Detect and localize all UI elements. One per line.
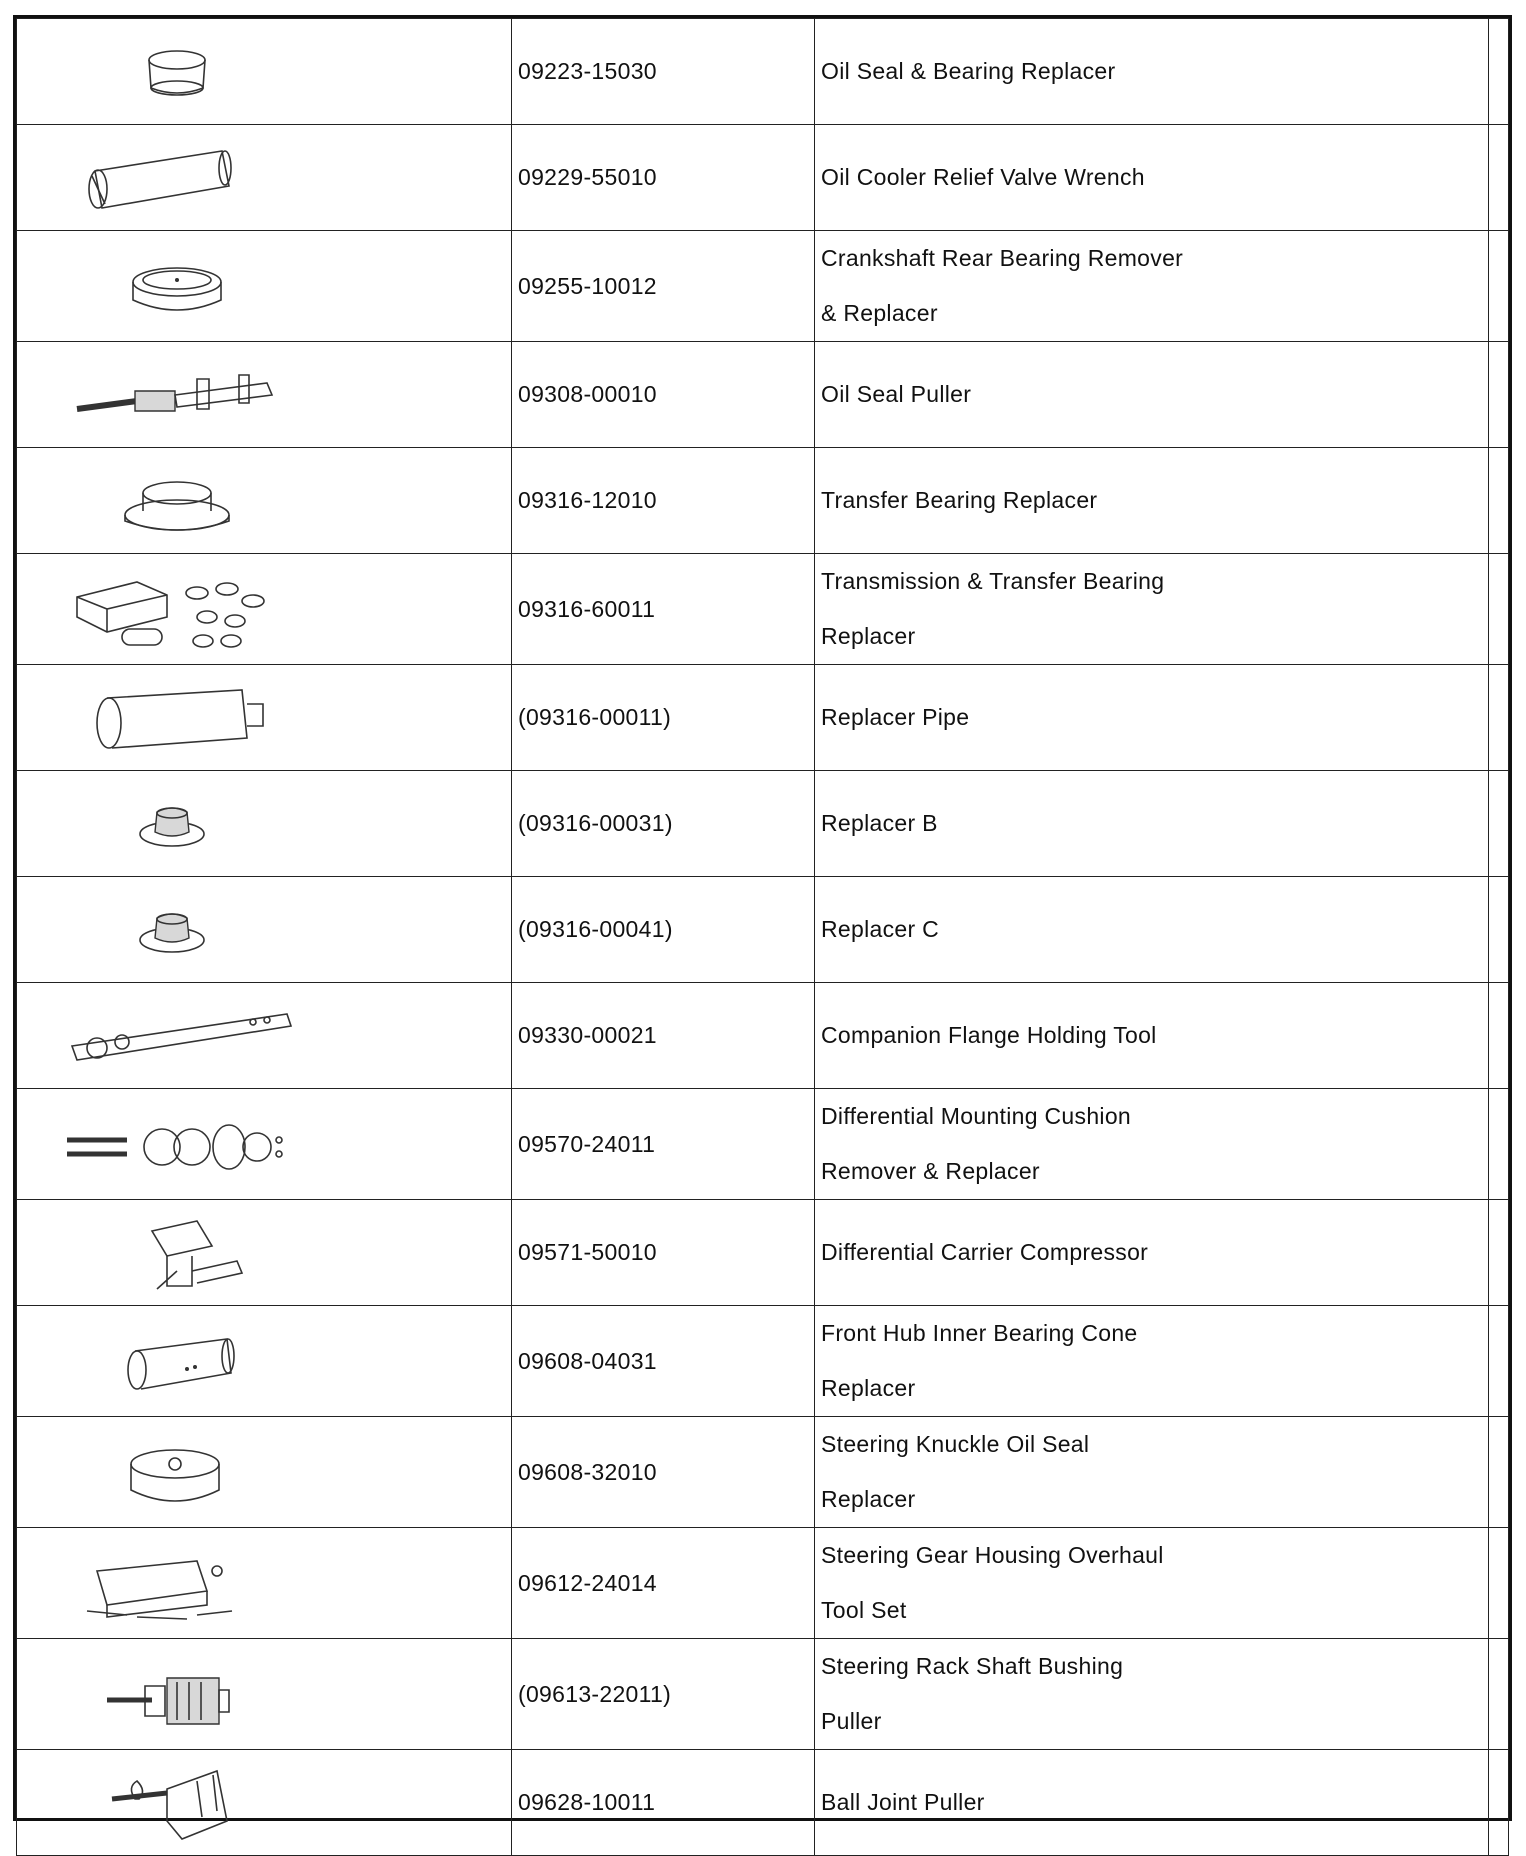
tool-illustration-cell [17,1200,512,1306]
tool-name-line: Remover & Replacer [821,1158,1040,1184]
part-number: (09316-00031) [512,771,815,877]
tool-name-line: Differential Carrier Compressor [821,1239,1149,1265]
tool-name-line: & Replacer [821,300,938,326]
knuckle-seal-replacer-icon [17,1420,511,1524]
tool-name-line: Transfer Bearing Replacer [821,487,1098,513]
flange-holding-tool-icon [17,984,511,1088]
tool-name [815,19,1489,125]
tool-illustration-cell [17,1089,512,1200]
table-row [17,1750,1509,1856]
empty-cell [1489,1200,1509,1306]
small-cup-replacer-icon [17,772,511,876]
tool-name [815,771,1489,877]
table-row [17,1528,1509,1639]
tool-name-line: Crankshaft Rear Bearing Remover [821,245,1184,271]
empty-cell [1489,125,1509,231]
tool-name-line: Replacer Pipe [821,704,970,730]
tool-illustration-cell [17,125,512,231]
empty-cell [1489,231,1509,342]
table-row [17,554,1509,665]
bearing-replacer-cup-icon [17,20,511,124]
part-number: 09308-00010 [512,342,815,448]
part-number: 09612-24014 [512,1528,815,1639]
tool-name-line: Transmission & Transfer Bearing [821,568,1165,594]
part-number: 09608-04031 [512,1306,815,1417]
empty-cell [1489,342,1509,448]
tool-name-line: Replacer C [821,916,940,942]
tool-illustration-cell [17,1639,512,1750]
tool-name [815,1417,1489,1528]
tool-illustration-cell [17,1528,512,1639]
replacer-set-icon [17,557,511,661]
tool-rows [17,19,1509,1856]
table-row [17,1306,1509,1417]
tool-name [815,342,1489,448]
ball-joint-puller-icon [17,1751,511,1855]
tool-name-line: Tool Set [821,1597,907,1623]
oil-seal-puller-icon [17,343,511,447]
tool-name-line: Differential Mounting Cushion [821,1103,1132,1129]
part-number: 09608-32010 [512,1417,815,1528]
tool-name [815,1528,1489,1639]
tool-name [815,1200,1489,1306]
tool-name [815,1750,1489,1856]
table-row [17,771,1509,877]
part-number: 09330-00021 [512,983,815,1089]
tool-illustration-cell [17,448,512,554]
table-row [17,665,1509,771]
tool-name-line: Steering Knuckle Oil Seal [821,1431,1090,1457]
tool-illustration-cell [17,1750,512,1856]
tool-name-line: Ball Joint Puller [821,1789,985,1815]
part-number: 09223-15030 [512,19,815,125]
bushing-puller-icon [17,1642,511,1746]
tool-illustration-cell [17,665,512,771]
empty-cell [1489,665,1509,771]
tool-name-line: Steering Gear Housing Overhaul [821,1542,1164,1568]
part-number: 09571-50010 [512,1200,815,1306]
special-tools-table [16,18,1509,1856]
part-number: (09316-00041) [512,877,815,983]
tool-name [815,877,1489,983]
empty-cell [1489,19,1509,125]
table-row [17,1089,1509,1200]
tool-table-frame [13,15,1512,1821]
table-row [17,231,1509,342]
part-number: 09570-24011 [512,1089,815,1200]
tool-illustration-cell [17,554,512,665]
part-number: (09316-00011) [512,665,815,771]
table-row [17,1200,1509,1306]
rear-bearing-remover-icon [17,234,511,338]
tool-name [815,983,1489,1089]
tool-name [815,554,1489,665]
table-row [17,342,1509,448]
table-row [17,1417,1509,1528]
empty-cell [1489,1417,1509,1528]
tool-illustration-cell [17,342,512,448]
table-row [17,19,1509,125]
tool-name [815,1639,1489,1750]
tool-illustration-cell [17,983,512,1089]
tool-illustration-cell [17,877,512,983]
part-number: 09628-10011 [512,1750,815,1856]
tool-name [815,125,1489,231]
replacer-pipe-icon [17,666,511,770]
part-number: 09316-12010 [512,448,815,554]
empty-cell [1489,983,1509,1089]
tool-name [815,448,1489,554]
tool-name-line: Puller [821,1708,882,1734]
tool-name-line: Replacer [821,1486,916,1512]
empty-cell [1489,1639,1509,1750]
tool-name [815,231,1489,342]
cone-replacer-tube-icon [17,1309,511,1413]
part-number: (09613-22011) [512,1639,815,1750]
tool-name-line: Front Hub Inner Bearing Cone [821,1320,1138,1346]
tool-illustration-cell [17,1306,512,1417]
relief-valve-wrench-icon [17,126,511,230]
part-number: 09255-10012 [512,231,815,342]
table-row [17,1639,1509,1750]
empty-cell [1489,1306,1509,1417]
tool-name-line: Oil Cooler Relief Valve Wrench [821,164,1145,190]
tool-name-line: Oil Seal & Bearing Replacer [821,58,1116,84]
tool-name-line: Steering Rack Shaft Bushing [821,1653,1124,1679]
table-row [17,983,1509,1089]
table-row [17,448,1509,554]
tool-name-line: Replacer B [821,810,938,836]
tool-name [815,1089,1489,1200]
ring-replacer-icon [17,449,511,553]
empty-cell [1489,1528,1509,1639]
table-row [17,877,1509,983]
empty-cell [1489,448,1509,554]
table-row [17,125,1509,231]
tool-illustration-cell [17,771,512,877]
small-cup-replacer-icon [17,878,511,982]
tool-name [815,1306,1489,1417]
empty-cell [1489,1089,1509,1200]
tool-illustration-cell [17,1417,512,1528]
carrier-compressor-icon [17,1201,511,1305]
tool-name-line: Replacer [821,623,916,649]
empty-cell [1489,771,1509,877]
housing-tool-set-icon [17,1531,511,1635]
tool-illustration-cell [17,19,512,125]
tool-name-line: Companion Flange Holding Tool [821,1022,1157,1048]
tool-name-line: Oil Seal Puller [821,381,972,407]
empty-cell [1489,877,1509,983]
tool-name [815,665,1489,771]
part-number: 09316-60011 [512,554,815,665]
cushion-remover-set-icon [17,1092,511,1196]
empty-cell [1489,1750,1509,1856]
tool-illustration-cell [17,231,512,342]
part-number: 09229-55010 [512,125,815,231]
empty-cell [1489,554,1509,665]
tool-name-line: Replacer [821,1375,916,1401]
